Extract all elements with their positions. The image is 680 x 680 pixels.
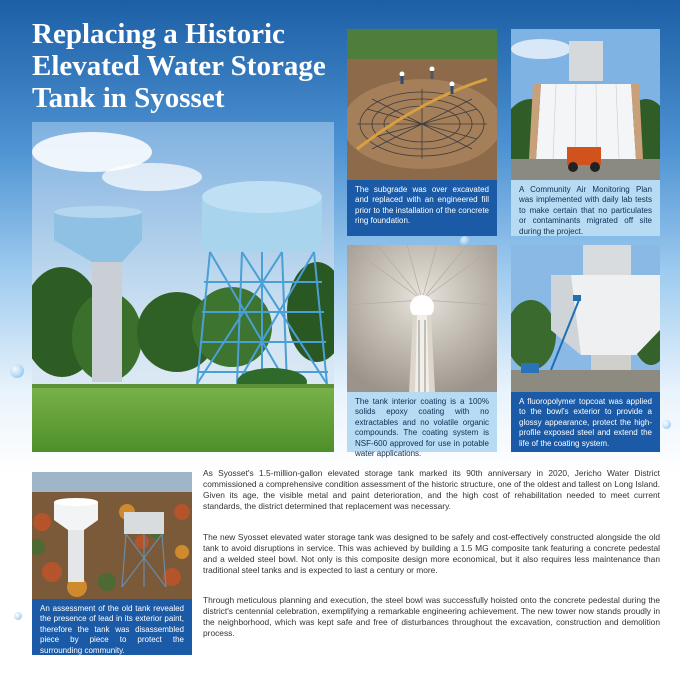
caption-foundation: The subgrade was over excavated and replaced with an engineered fill prior to the installation of the concrete ring foundation. <box>347 180 497 236</box>
photo-wrapped-tank <box>511 29 660 180</box>
photo-tank-interior <box>347 245 497 392</box>
page-title: Replacing a Historic Elevated Water Storage Tank in Syosset <box>32 18 326 114</box>
body-paragraph-3: Through meticulous planning and execution, the steel bowl was successfully hoisted onto the concrete pedestal during the district's centennial celebration, exemplifying a remarkable engineering achievement. The new tower now stands proudly in the neighborhood, which was kept safe and free of disturbances throughout the excavation, construction and demolition process. <box>203 595 660 638</box>
body-paragraph-1: As Syosset's 1.5-million-gallon elevated storage tank marked its 90th anniversary in 2020, Jericho Water District commissioned a comprehensive condition assessment of the historic structure, one of the oldest and tallest on Long Island. Given its age, the visible metal and paint deterioration, and the high cost of rehabilitation needed to meet current standards, the district determined that replacement was necessary. <box>203 468 660 511</box>
caption-topcoat: A fluoropolymer topcoat was applied to the bowl's exterior to provide a glossy appearance, protect the high-profile exposed steel and extend the life of the coating system. <box>511 392 660 452</box>
water-droplet-decoration <box>14 612 22 620</box>
water-droplet-decoration <box>662 420 671 429</box>
hero-photo-water-towers <box>32 122 334 452</box>
photo-aerial-towers <box>32 472 192 599</box>
caption-air-monitoring: A Community Air Monitoring Plan was implemented with daily lab tests to make certain that no particulates or contaminants migrated off site during the project. <box>511 180 660 236</box>
water-droplet-decoration <box>10 364 24 378</box>
body-paragraph-2: The new Syosset elevated water storage tank was designed to be safely and cost-effectively constructed alongside the old tank to avoid disruptions in service. This was achieved by building a 1.5 MG composite tank featuring a concrete pedestal and a welded steel bowl. Not only is this composite design more economical, but it also requires less maintenance than traditional steel tanks and is expected to last a century or more. <box>203 532 660 575</box>
photo-foundation-rebar <box>347 29 497 180</box>
caption-lead-assessment: An assessment of the old tank revealed the presence of lead in its exterior paint, therefore the tank was disassembled piece by piece to protect the surrounding community. <box>32 599 192 655</box>
photo-topcoat-bowl <box>511 245 660 392</box>
caption-interior-coating: The tank interior coating is a 100% solids epoxy coating with no extractables and no volatile organic compounds. The coating system is NSF-600 approved for use in potable water applications. <box>347 392 497 452</box>
